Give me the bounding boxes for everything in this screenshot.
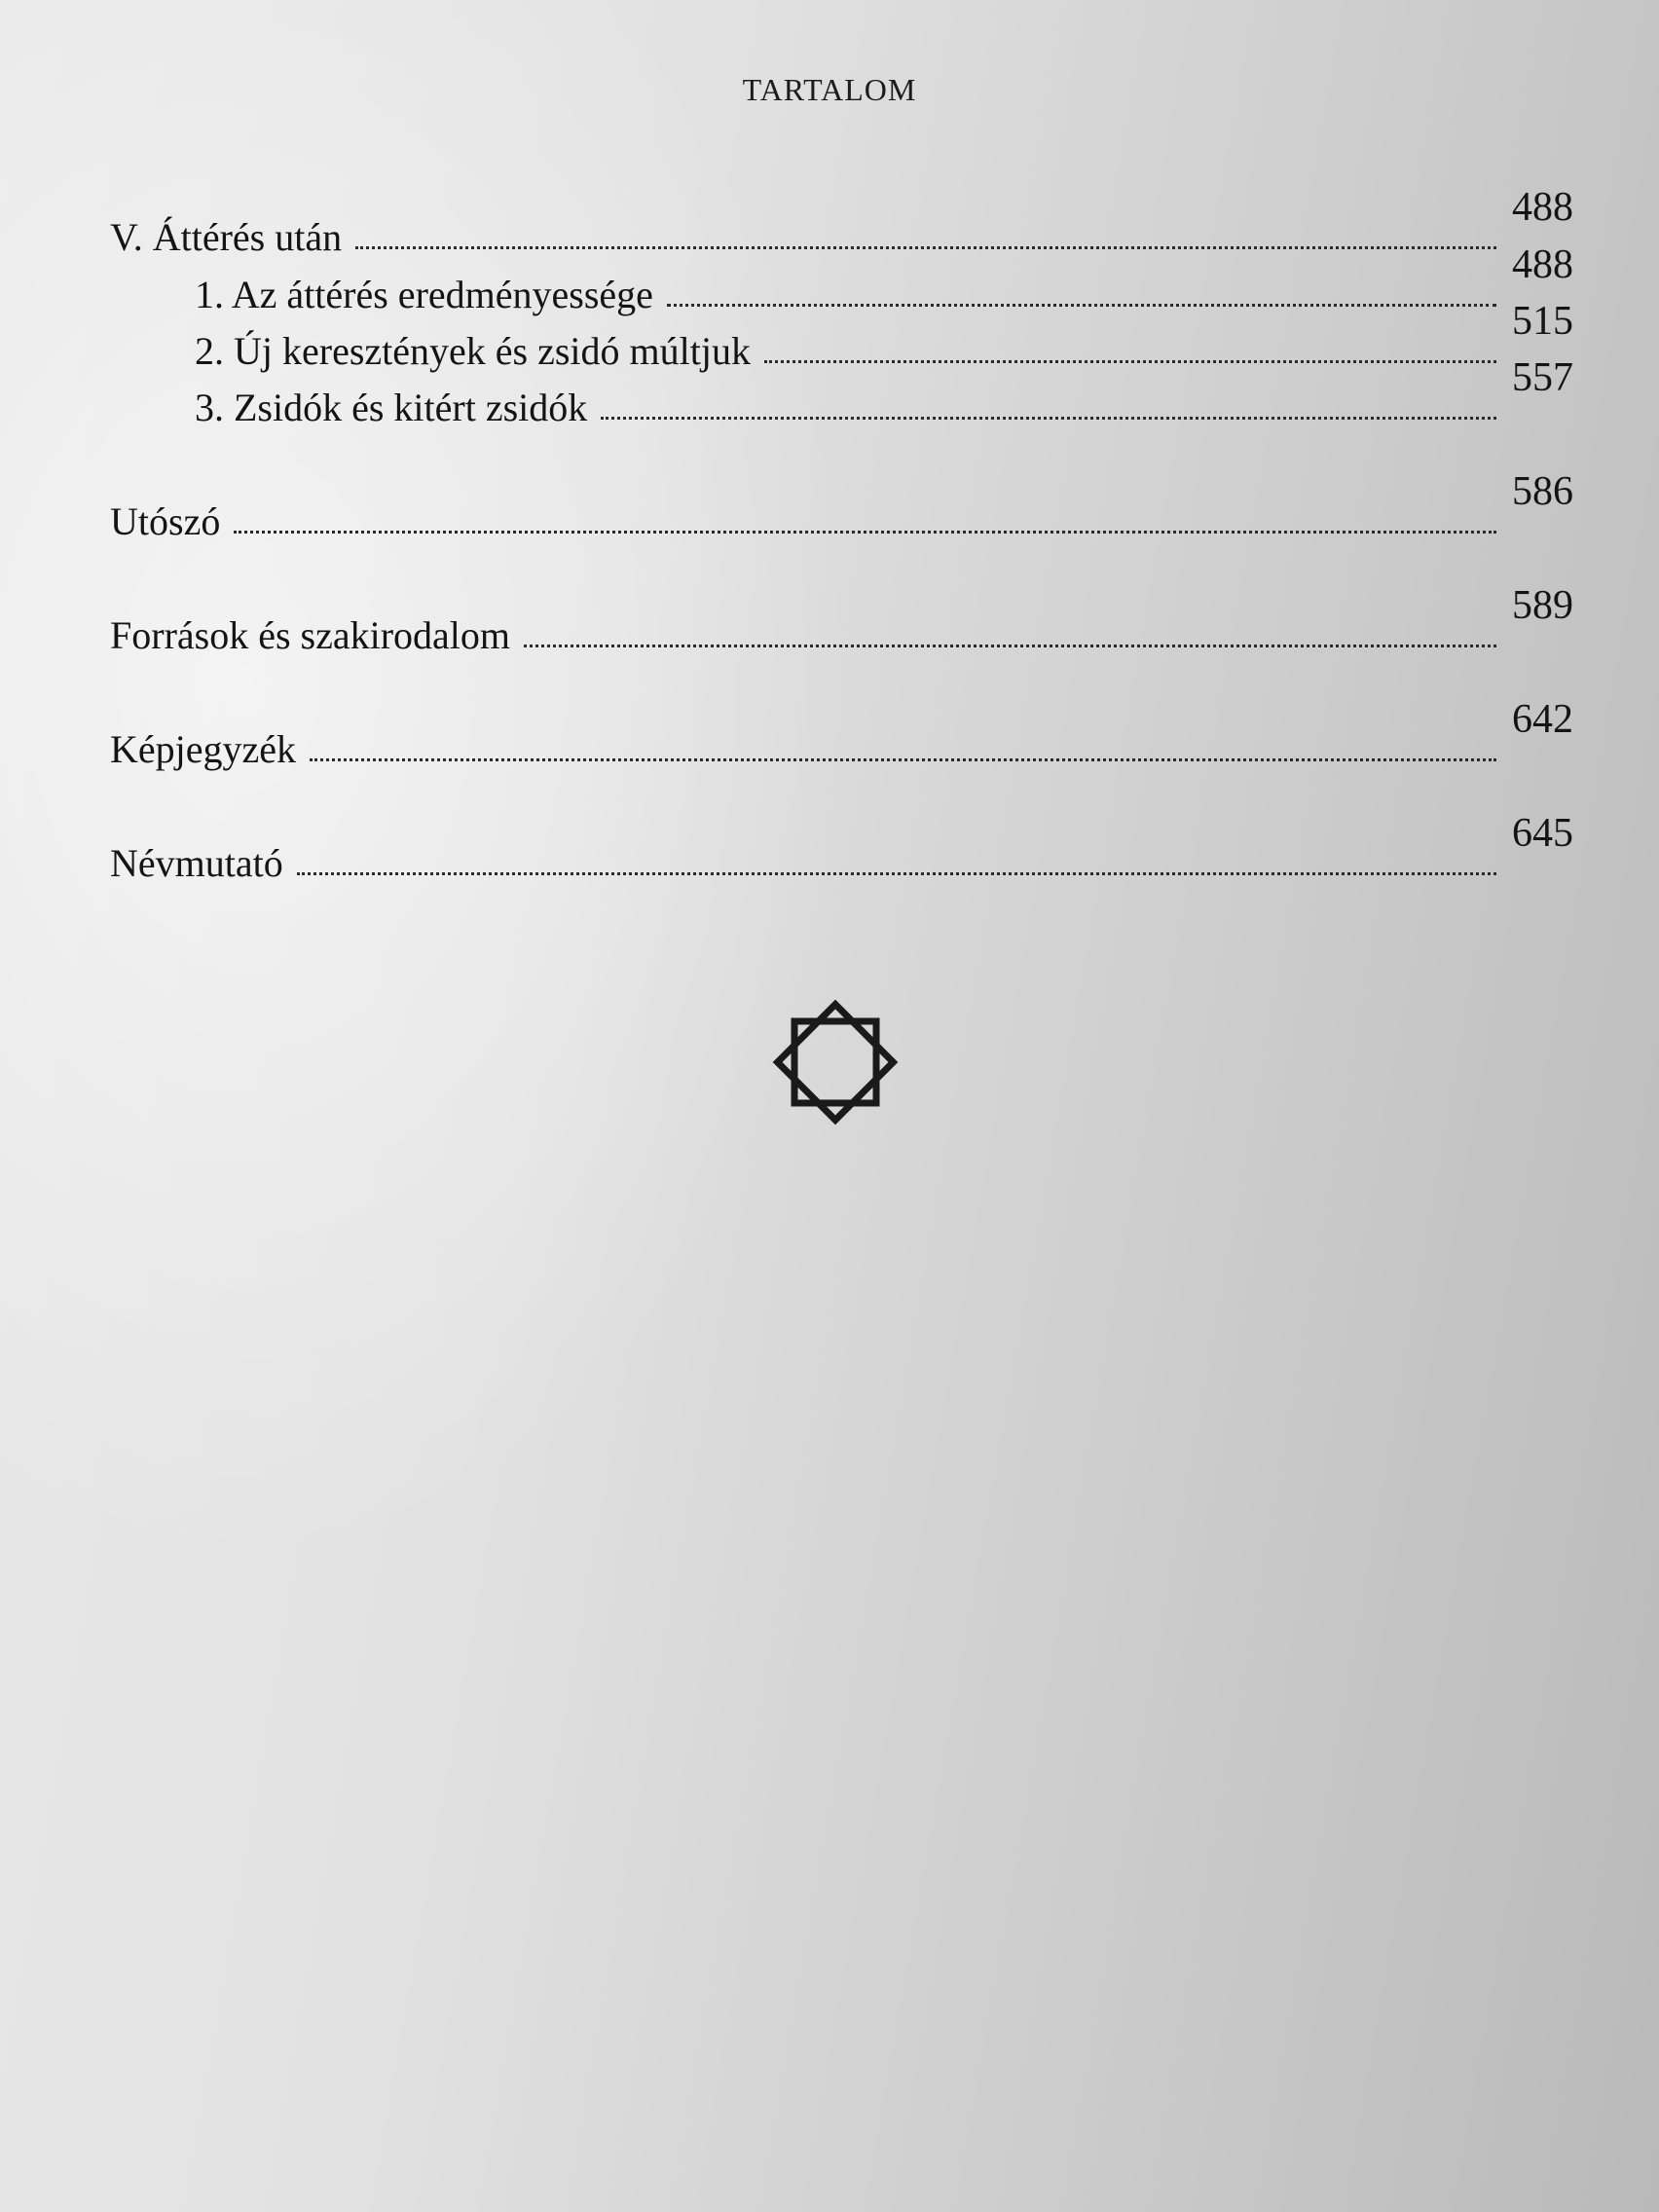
toc-entry-label: Névmutató <box>110 841 283 885</box>
toc-entry-forrasok-es-szakirodalom <box>110 583 1573 657</box>
toc-dot-leader <box>601 417 1496 420</box>
toc-entry-label: Források és szakirodalom <box>110 613 511 657</box>
toc-entry-label: 3. Zsidók és kitért zsidók <box>195 386 588 429</box>
toc-dot-leader <box>355 246 1496 249</box>
toc-dot-leader <box>297 872 1496 875</box>
toc-entry-label: Képjegyzék <box>110 727 297 771</box>
toc-entry-page: 557 <box>1512 355 1573 400</box>
toc-dot-leader <box>524 645 1496 647</box>
toc-entry-label: 2. Új keresztények és zsidó múltjuk <box>195 329 751 373</box>
toc-entry-az-atteres-eredmenyessege <box>195 242 1573 316</box>
toc-dot-leader <box>234 531 1496 534</box>
toc-entry-zsidok-es-kitert-zsidok <box>195 355 1573 429</box>
toc-dot-leader <box>310 758 1496 761</box>
toc-entry-page: 645 <box>1512 811 1573 856</box>
toc-dot-leader <box>667 304 1496 307</box>
toc-entry-nevmutato <box>110 811 1573 885</box>
running-head-title: TARTALOM <box>742 72 917 107</box>
toc-entry-page: 589 <box>1512 583 1573 628</box>
toc-entry-page: 488 <box>1512 185 1573 230</box>
toc-entry-kepjegyzek <box>110 697 1573 771</box>
toc-entry-label: V. Áttérés után <box>110 215 343 259</box>
toc-dot-leader <box>764 360 1496 363</box>
toc-entry-v-atteres-utan <box>110 185 1573 259</box>
toc-entry-page: 515 <box>1512 299 1573 344</box>
toc-entry-uj-keresztenyek <box>195 299 1573 373</box>
toc-entry-page: 488 <box>1512 242 1573 287</box>
octagram-star-icon <box>764 991 906 1133</box>
toc-entry-page: 642 <box>1512 697 1573 742</box>
toc-entry-label: 1. Az áttérés eredményessége <box>195 273 653 316</box>
toc-entry-utoszo <box>110 469 1573 543</box>
toc-entry-label: Utószó <box>110 499 221 543</box>
toc-entry-page: 586 <box>1512 469 1573 514</box>
